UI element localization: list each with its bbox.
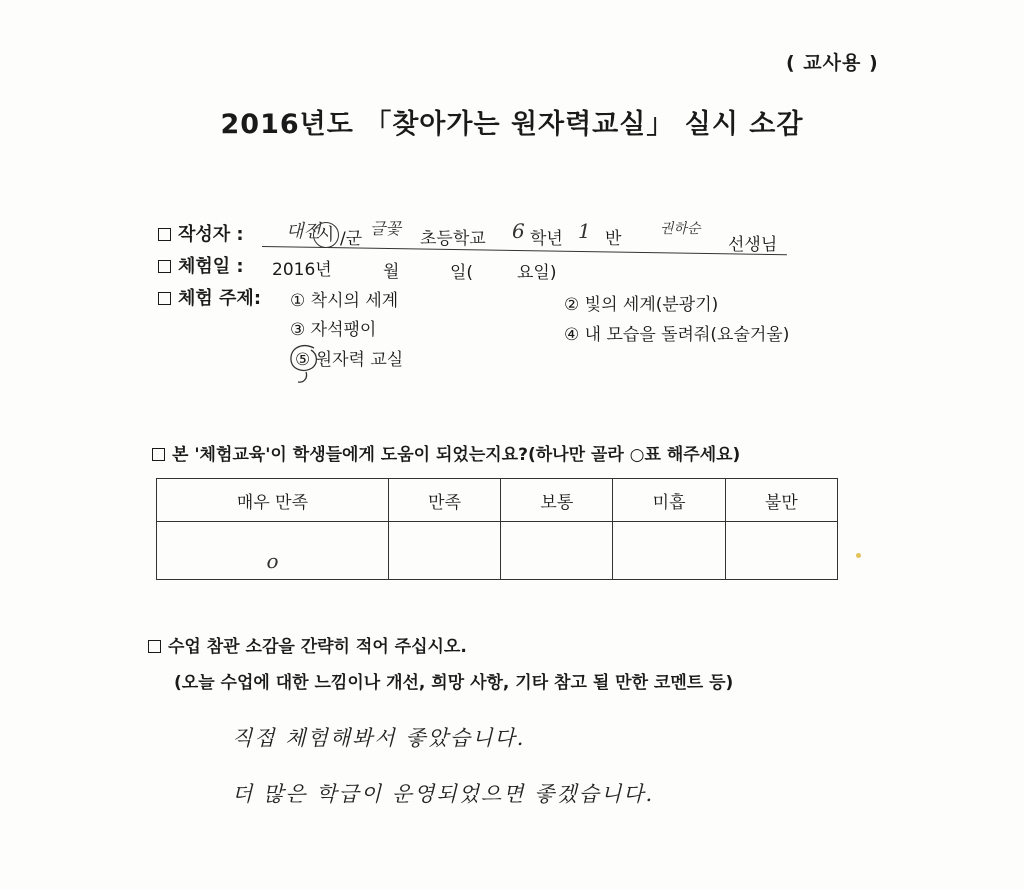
rating-answer-very-satisfied: o bbox=[157, 522, 389, 580]
selection-circle-mark bbox=[284, 340, 328, 386]
document-title: 2016년도 「찾아가는 원자력교실」 실시 소감 bbox=[220, 109, 804, 140]
rating-table bbox=[156, 478, 838, 580]
date-month: 월 bbox=[383, 262, 400, 282]
handwritten-comment-line-2: 더 많은 학급이 운영되었으면 좋겠습니다. bbox=[232, 782, 655, 806]
comments-question: 수업 참관 소감을 간략히 적어 주십시오. bbox=[168, 637, 467, 657]
city-handwritten: 대전 bbox=[286, 221, 321, 242]
grade-handwritten: 6 bbox=[512, 219, 525, 243]
class-suffix: 반 bbox=[605, 229, 622, 249]
author-underline bbox=[262, 246, 787, 255]
rating-header-normal: 보통 bbox=[501, 479, 613, 522]
comments-question-row bbox=[148, 632, 467, 657]
checkbox-icon bbox=[158, 292, 171, 305]
rating-header-satisfied: 만족 bbox=[388, 479, 500, 522]
date-day: 일( bbox=[450, 263, 474, 283]
paper-spot bbox=[856, 553, 861, 558]
teacher-handwritten: 권하순 bbox=[660, 221, 701, 237]
checkbox-icon bbox=[152, 448, 165, 461]
survey-question-row bbox=[152, 440, 740, 465]
topic-item: ① 착시의 세계 bbox=[290, 291, 399, 311]
rating-answer-normal bbox=[501, 522, 613, 580]
copy-type-tag: ( 교사용 ) bbox=[786, 52, 879, 74]
author-label: 작성자 : bbox=[178, 224, 244, 245]
date-label: 체험일 : bbox=[178, 256, 244, 277]
class-handwritten: 1 bbox=[578, 219, 591, 243]
date-row bbox=[158, 252, 244, 278]
date-weekday: 요일) bbox=[517, 263, 557, 283]
city-circled: 시 bbox=[313, 222, 339, 248]
author-row bbox=[158, 220, 244, 246]
topic-item: ③ 자석팽이 bbox=[290, 320, 377, 340]
topic-row bbox=[158, 284, 261, 310]
topic-item: ④ 내 모습을 돌려줘(요술거울) bbox=[564, 325, 790, 345]
comments-note: (오늘 수업에 대한 느낌이나 개선, 희망 사항, 기타 참고 될 만한 코멘트 등) bbox=[174, 673, 734, 693]
rating-answer-dissatisfied bbox=[725, 522, 837, 580]
topic-label: 체험 주제: bbox=[178, 288, 262, 309]
county-suffix: /군 bbox=[340, 229, 363, 249]
rating-answer-insufficient bbox=[613, 522, 725, 580]
date-year: 2016년 bbox=[272, 260, 332, 280]
topic-item: ② 빛의 세계(분광기) bbox=[564, 295, 719, 315]
checkbox-icon bbox=[158, 228, 171, 241]
rating-header-insufficient: 미흡 bbox=[613, 479, 725, 522]
rating-header-very-satisfied: 매우 만족 bbox=[157, 479, 389, 522]
survey-question: 본 '체험교육'이 학생들에게 도움이 되었는지요?(하나만 골라 ○표 해주세요) bbox=[172, 445, 741, 465]
checkbox-icon bbox=[158, 260, 171, 273]
topic-item: ⑤ 원자력 교실 bbox=[295, 350, 404, 370]
handwritten-comment-line-1: 직접 체험해봐서 좋았습니다. bbox=[232, 726, 526, 750]
rating-header-dissatisfied: 불만 bbox=[725, 479, 837, 522]
school-suffix: 초등학교 bbox=[420, 229, 486, 249]
school-handwritten: 글꽃 bbox=[370, 219, 401, 238]
rating-answer-satisfied bbox=[388, 522, 500, 580]
grade-suffix: 학년 bbox=[530, 229, 563, 249]
teacher-suffix: 선생님 bbox=[728, 235, 778, 255]
checkbox-icon bbox=[148, 640, 161, 653]
